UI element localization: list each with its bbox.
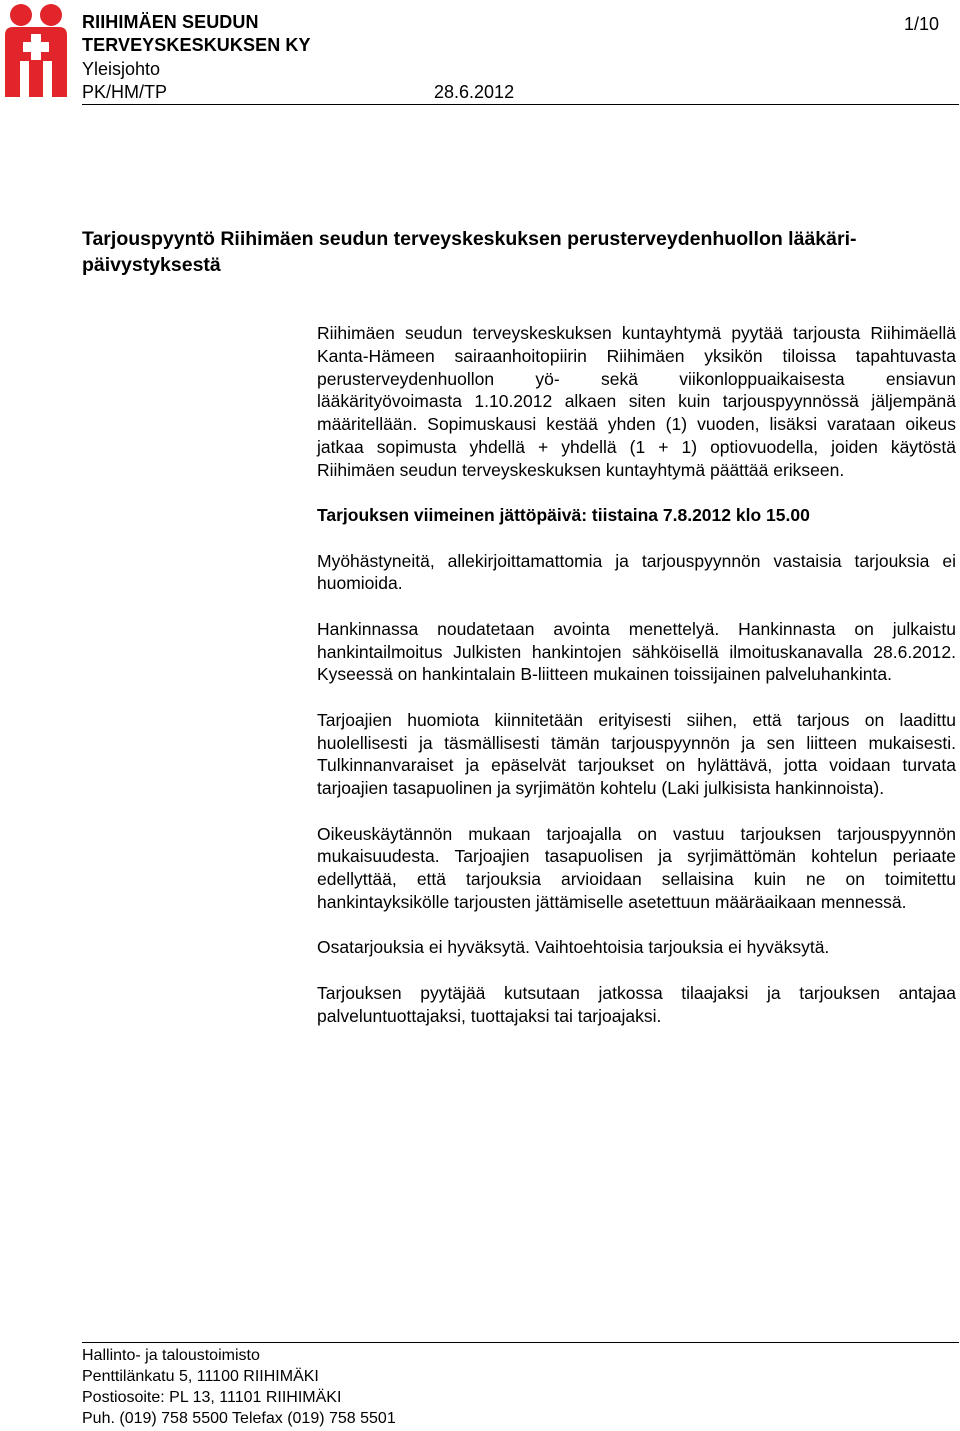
paragraph-responsibility: Oikeuskäytännön mukaan tarjoajalla on vastuu tarjouksen tarjouspyynnön mukaisuudesta. Tarjoajien tasapuolisen ja syrjimättömän kohtelun periaate edellyttää, että tarjouksia arvioidaan sellaisina kuin ne on toimitettu hankintayksikölle tarjousten jättämiselle asetettuun määräaikaan mennessä. [317, 823, 956, 912]
footer-office: Hallinto- ja taloustoimisto [82, 1347, 260, 1364]
organization-logo [5, 3, 67, 97]
paragraph-terminology: Tarjouksen pyytäjää kutsutaan jatkossa tilaajaksi ja tarjouksen antajaa palveluntuottajaksi, tuottajaksi tai tarjoajaksi. [317, 982, 956, 1026]
department: Yleisjohto [82, 59, 161, 79]
document-title-line2: päivystyksestä [82, 254, 221, 276]
paragraph-late-offers: Myöhästyneitä, allekirjoittamattomia ja tarjouspyynnön vastaisia tarjouksia ei huomioida. [317, 550, 956, 594]
paragraph-introduction: Riihimäen seudun terveyskeskuksen kuntayhtymä pyytää tarjousta Riihimäellä Kanta-Hämeen sairaanhoitopiirin Riihimäen yksikön tiloissa tapahtuvasta perusterveydenhuollon yö- sekä viikonloppuaikaisesta ensiavun lääkärityövoimasta 1.10.2012 alkaen siten kuin tarjouspyynnössä jäljempänä määritellään. Sopimuskausi kestää yhden (1) vuoden, lisäksi varataan oikeus jatkaa sopimusta yhdellä + yhdellä (1 + 1) optiovuodella, joiden käytöstä Riihimäen seudun terveyskeskuksen kuntayhtymä päättää erikseen. [317, 323, 956, 480]
document-body [317, 322, 956, 1050]
reference-code: PK/HM/TP [82, 82, 168, 102]
paragraph-accuracy: Tarjoajien huomiota kiinnitetään erityisesti siihen, että tarjous on laadittu huolellisesti ja täsmällisesti tämän tarjouspyynnön ja sen liitteen mukaisesti. Tulkinnanvaraiset ja epäselvät tarjoukset on hylättävä, jotta voidaan turvata tarjoajien tasapuolinen ja syrjimätön kohtelu (Laki julkisista hankinnoista). [317, 709, 956, 798]
organization-name [82, 11, 311, 57]
paragraph-partial-offers: Osatarjouksia ei hyväksytä. Vaihtoehtoisia tarjouksia ei hyväksytä. [317, 937, 830, 958]
page-number: 1/10 [904, 14, 940, 34]
document-title [82, 226, 960, 278]
footer-phone-fax: Puh. (019) 758 5500 Telefax (019) 758 5501 [82, 1410, 396, 1427]
organization-name-line1: RIIHIMÄEN SEUDUN [82, 12, 259, 32]
header-divider [82, 104, 959, 105]
footer-contact [82, 1345, 396, 1429]
document-title-line1: Tarjouspyyntö Riihimäen seudun terveyskeskuksen perusterveydenhuollon lääkäri- [82, 228, 857, 250]
organization-name-line2: TERVEYSKESKUKSEN KY [82, 35, 311, 55]
paragraph-procedure: Hankinnassa noudatetaan avointa menettelyä. Hankinnasta on julkaistu hankintailmoitus Julkisten hankintojen sähköisellä ilmoituskanavalla 28.6.2012. Kyseessä on hankintalain B-liitteen mukainen toissijainen palveluhankinta. [317, 618, 956, 685]
document-date: 28.6.2012 [434, 82, 515, 102]
footer-street-address: Penttilänkatu 5, 11100 RIIHIMÄKI [82, 1368, 319, 1385]
footer-divider [82, 1342, 959, 1343]
paragraph-deadline: Tarjouksen viimeinen jättöpäivä: tiistaina 7.8.2012 klo 15.00 [317, 505, 810, 525]
footer-postal-address: Postiosoite: PL 13, 11101 RIIHIMÄKI [82, 1389, 342, 1406]
